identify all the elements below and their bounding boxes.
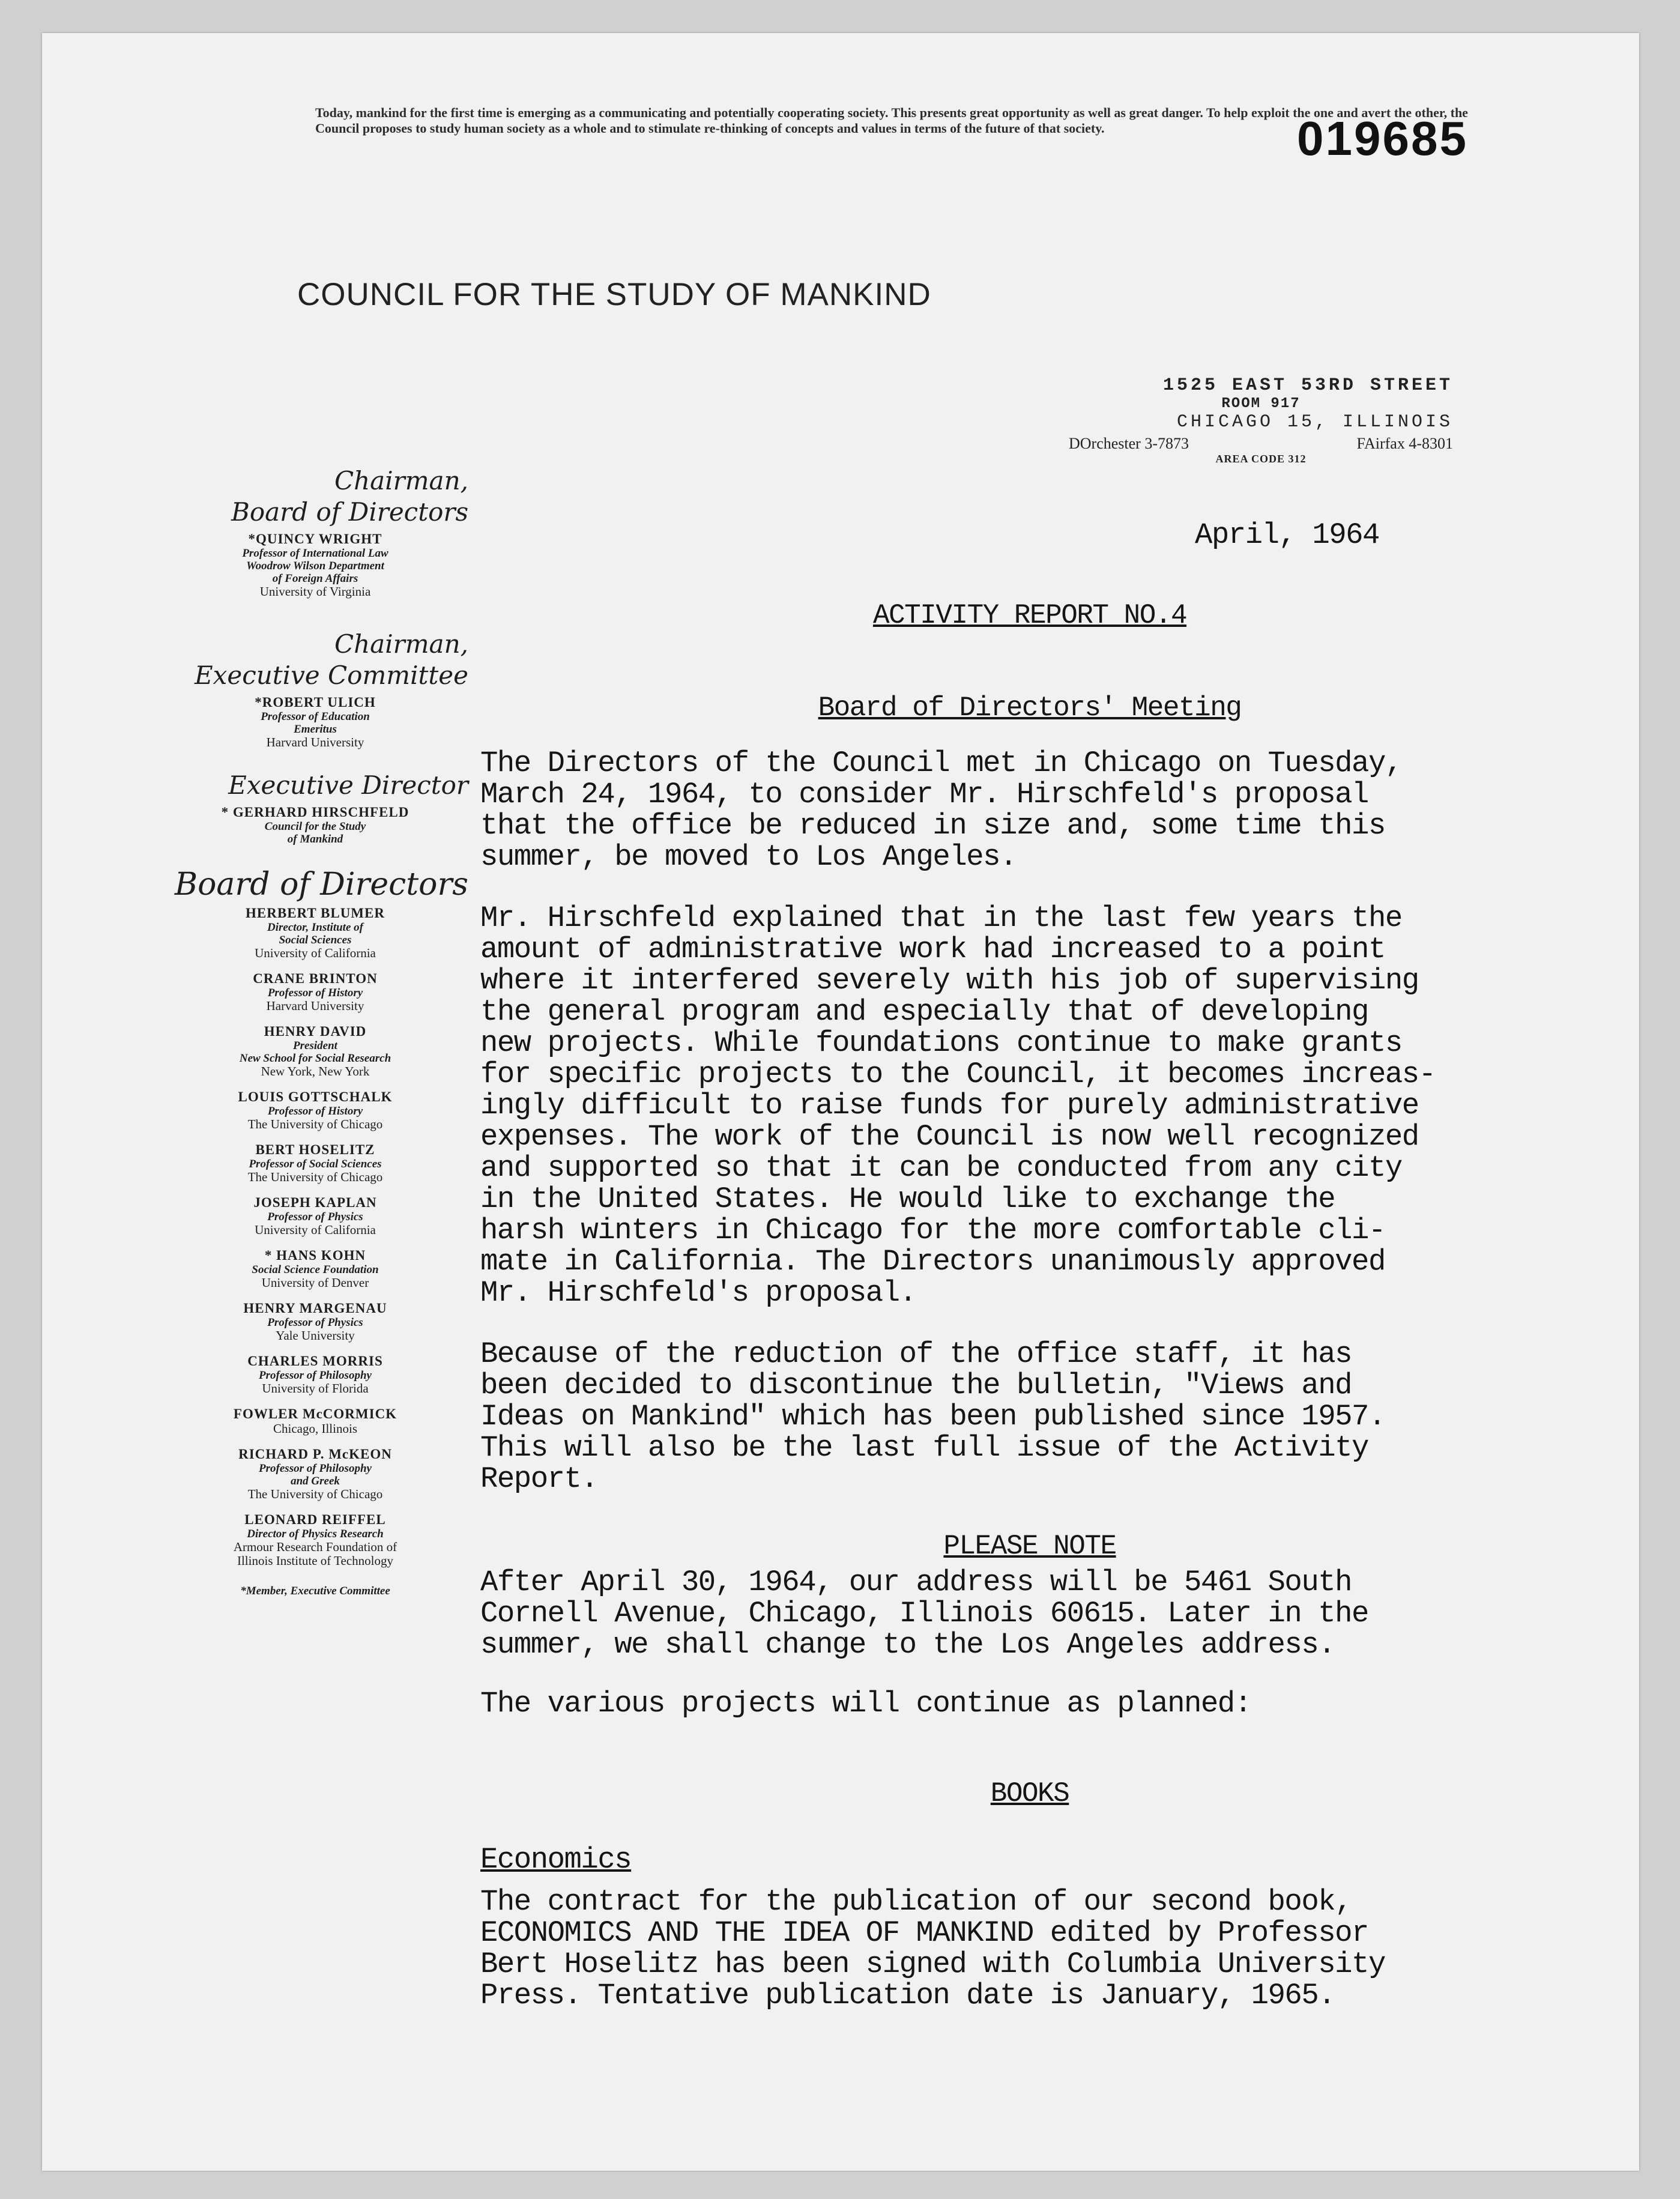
board-member-name: FOWLER McCORMICK bbox=[233, 1406, 397, 1421]
board-member bbox=[162, 1406, 468, 1436]
officer-title: Council for the Study of Mankind bbox=[264, 820, 366, 845]
board-member-institution: Chicago, Illinois bbox=[273, 1421, 357, 1436]
chairman-board-label-line1: Chairman, bbox=[334, 466, 468, 495]
please-note-heading: PLEASE NOTE bbox=[943, 1531, 1116, 1562]
board-member-institution: Armour Research Foundation of Illinois Institute of Technology bbox=[233, 1540, 397, 1568]
board-member-name: HENRY DAVID bbox=[264, 1024, 367, 1039]
phone-dorchester: DOrchester 3-7873 bbox=[1069, 435, 1189, 452]
document-page bbox=[42, 33, 1639, 2171]
board-of-directors-label: Board of Directors bbox=[174, 867, 468, 903]
phone-fairfax: FAirfax 4-8301 bbox=[1356, 435, 1453, 452]
board-member-name: LEONARD REIFFEL bbox=[244, 1512, 386, 1527]
officer-title: Professor of International Law Woodrow Wilson Department of Foreign Affairs bbox=[242, 547, 388, 585]
officer-block bbox=[162, 805, 468, 845]
address-city: CHICAGO 15, ILLINOIS bbox=[1176, 412, 1453, 432]
letter-date: April, 1964 bbox=[1195, 518, 1379, 552]
board-member bbox=[162, 1512, 468, 1568]
board-member-institution: The University of Chicago bbox=[247, 1487, 383, 1501]
paragraph-new-address: After April 30, 1964, our address will be 5461 South Cornell Avenue, Chicago, Illinois 60615. Later in the summer, we shall change to the Los Angeles address. bbox=[480, 1565, 1368, 1662]
officer-block bbox=[162, 531, 468, 599]
board-member-institution: The University of Chicago bbox=[247, 1170, 383, 1184]
address-phones bbox=[1069, 435, 1453, 453]
board-member-title: Professor of Philosophy bbox=[259, 1369, 372, 1382]
meeting-heading: Board of Directors' Meeting bbox=[818, 692, 1242, 724]
board-member-name: LOUIS GOTTSCHALK bbox=[238, 1089, 393, 1104]
council-motto: Today, mankind for the first time is emerging as a communicating and potentially cooperating society. This presents great opportunity as well as great danger. To help exploit the one and avert the other, the Council proposes to study human society as a whole and to stimulate re-thinking of concepts and values in terms of the future of that society. bbox=[315, 105, 1468, 136]
letter-body bbox=[480, 519, 1579, 2011]
document-number-stamp: 019685 bbox=[1297, 112, 1468, 165]
officer-name: *QUINCY WRIGHT bbox=[248, 531, 382, 546]
board-member bbox=[162, 971, 468, 1013]
board-member-name: * HANS KOHN bbox=[264, 1248, 366, 1263]
paragraph-meeting: The Directors of the Council met in Chicago on Tuesday, March 24, 1964, to consider Mr. Hirschfeld's proposal that the office be reduced in size and, some time this summer, be moved to Los Angeles. bbox=[480, 746, 1402, 874]
chairman-board-label-line2: Board of Directors bbox=[231, 497, 468, 527]
board-member bbox=[162, 1089, 468, 1131]
board-member-title: Director of Physics Research bbox=[247, 1528, 384, 1540]
board-member bbox=[162, 1142, 468, 1184]
paragraph-projects: The various projects will continue as planned: bbox=[480, 1687, 1251, 1720]
board-member-institution: University of California bbox=[255, 946, 376, 960]
board-member-institution: The University of Chicago bbox=[247, 1117, 383, 1131]
board-member-title: Professor of Philosophy and Greek bbox=[259, 1462, 372, 1487]
chairman-exec-label-line1: Chairman, bbox=[334, 629, 468, 659]
paragraph-explanation: Mr. Hirschfeld explained that in the last few years the amount of administrative work had increased to a point where it interfered severely with his job of supervising the general program and especially that of developing new projects. While foundations continue to make grants for specific projects to the Council, it becomes increas- ingly difficult to raise funds for purely administrative expenses. The work of the Council is now well recognized and supported so that it can be conducted from any city in the United States. He would like to exchange the harsh winters in Chicago for the more comfortable cli- mate in California. The Directors unanimously approved Mr. Hirschfeld's proposal. bbox=[480, 901, 1436, 1310]
board-member-title: Professor of Physics bbox=[267, 1316, 363, 1329]
board-member-institution: Harvard University bbox=[266, 999, 364, 1013]
letterhead-address bbox=[1069, 375, 1453, 465]
board-member bbox=[162, 1024, 468, 1078]
board-member-name: RICHARD P. McKEON bbox=[238, 1447, 392, 1462]
executive-committee-footnote: *Member, Executive Committee bbox=[240, 1585, 390, 1597]
books-heading: BOOKS bbox=[990, 1778, 1069, 1809]
paragraph-bulletin: Because of the reduction of the office staff, it has been decided to discontinue the bulletin, "Views and Ideas on Mankind" which has been published since 1957. This will also be the last full issue of the Activity Report. bbox=[480, 1337, 1385, 1496]
board-member-institution: University of California bbox=[255, 1223, 376, 1237]
board-member-name: HENRY MARGENAU bbox=[243, 1301, 387, 1316]
board-member bbox=[162, 1354, 468, 1396]
board-member bbox=[162, 1301, 468, 1343]
board-member-title: Professor of Social Sciences bbox=[249, 1158, 382, 1170]
board-member-name: CRANE BRINTON bbox=[253, 971, 378, 986]
board-member-institution: New York, New York bbox=[261, 1064, 370, 1078]
address-room: ROOM 917 bbox=[1221, 396, 1301, 412]
board-member bbox=[162, 1195, 468, 1237]
board-member-name: HERBERT BLUMER bbox=[246, 906, 385, 921]
officer-title: Professor of Education Emeritus bbox=[261, 710, 370, 736]
board-member-title: President New School for Social Research bbox=[239, 1039, 391, 1065]
report-title: ACTIVITY REPORT NO.4 bbox=[872, 600, 1187, 631]
board-member-title: Professor of Physics bbox=[267, 1211, 363, 1223]
executive-director-label: Executive Director bbox=[228, 770, 468, 800]
organization-name: COUNCIL FOR THE STUDY OF MANKIND bbox=[297, 277, 931, 312]
board-member bbox=[162, 1447, 468, 1501]
officer-institution: Harvard University bbox=[266, 735, 364, 749]
officer-name: * GERHARD HIRSCHFELD bbox=[221, 805, 409, 820]
board-member-title: Professor of History bbox=[267, 987, 363, 999]
paragraph-economics-book: The contract for the publication of our second book, ECONOMICS AND THE IDEA OF MANKIND edited by Professor Bert Hoselitz has been signed with Columbia University Press. Tentative publication date is January, 1965. bbox=[480, 1885, 1385, 2012]
officer-block bbox=[162, 695, 468, 749]
board-member-name: JOSEPH KAPLAN bbox=[253, 1195, 377, 1210]
board-member-name: BERT HOSELITZ bbox=[255, 1142, 375, 1157]
board-member-list bbox=[162, 906, 468, 1568]
officers-sidebar bbox=[162, 465, 468, 1598]
officer-institution: University of Virginia bbox=[259, 584, 371, 599]
board-member-institution: University of Denver bbox=[261, 1275, 369, 1290]
area-code: AREA CODE 312 bbox=[1215, 453, 1307, 465]
board-member-institution: University of Florida bbox=[262, 1381, 369, 1396]
address-street: 1525 EAST 53RD STREET bbox=[1162, 375, 1453, 396]
economics-heading: Economics bbox=[480, 1843, 632, 1877]
board-member bbox=[162, 1248, 468, 1290]
board-member-institution: Yale University bbox=[276, 1328, 355, 1343]
board-member-title: Social Science Foundation bbox=[252, 1263, 379, 1276]
board-member-title: Professor of History bbox=[267, 1105, 363, 1118]
board-member-title: Director, Institute of Social Sciences bbox=[267, 921, 363, 946]
chairman-exec-label-line2: Executive Committee bbox=[195, 661, 468, 690]
officer-name: *ROBERT ULICH bbox=[255, 695, 376, 710]
board-member bbox=[162, 906, 468, 960]
board-member-name: CHARLES MORRIS bbox=[247, 1354, 383, 1369]
